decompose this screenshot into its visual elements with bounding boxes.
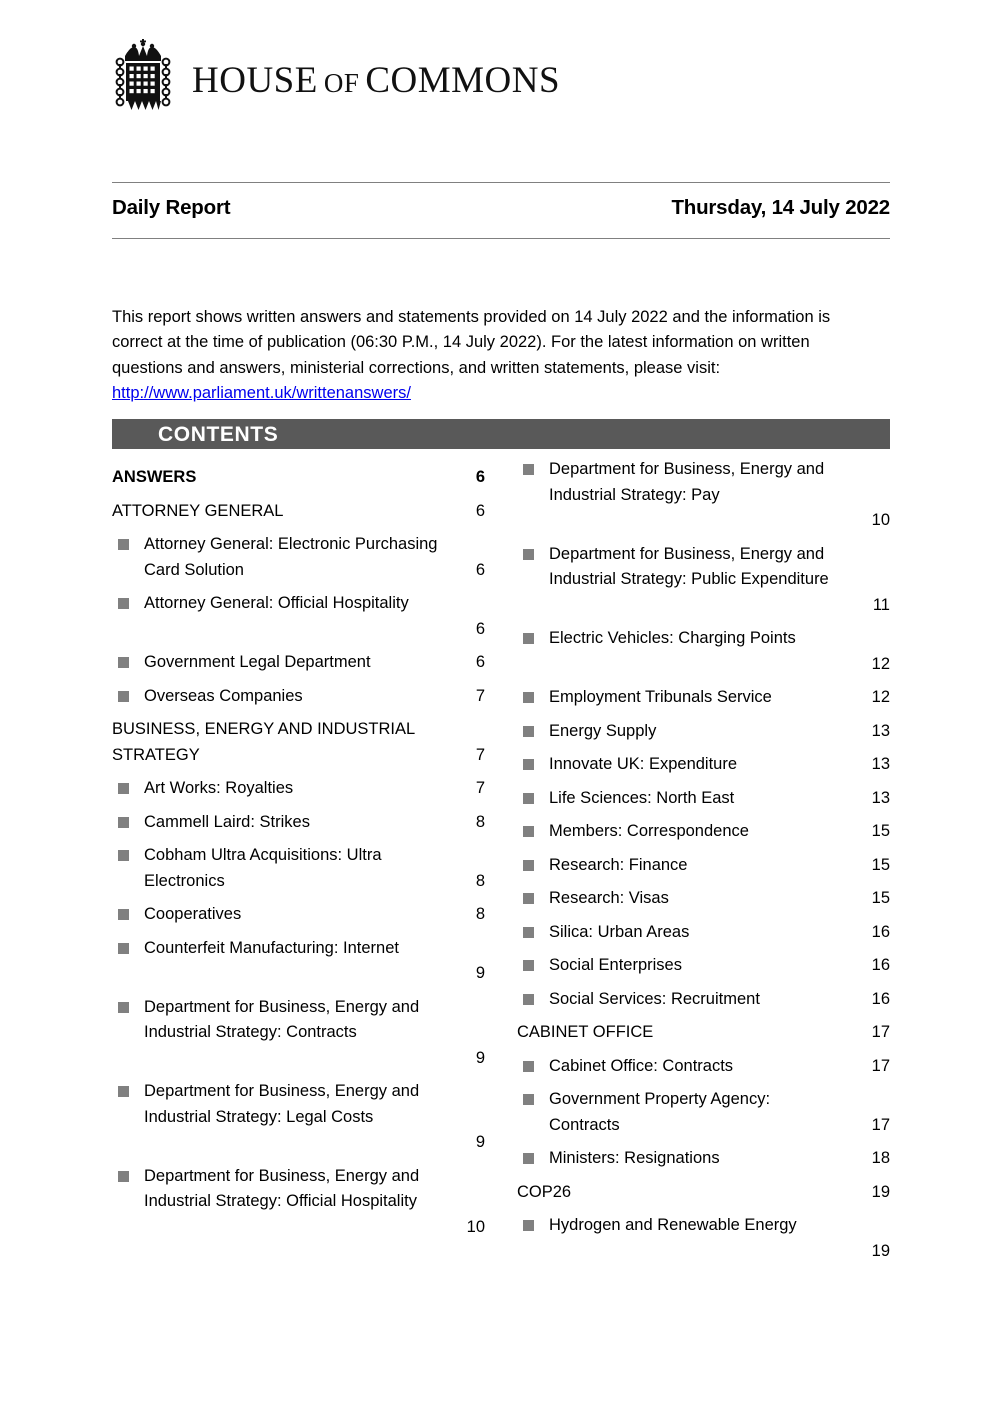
toc-page-number: 16 [871, 989, 890, 1008]
report-header [112, 196, 890, 220]
toc-bullet-cell [517, 457, 549, 475]
toc-entry-label: Cammell Laird: Strikes [144, 812, 310, 831]
toc-bullet-cell [112, 1164, 144, 1182]
toc-entry-label: Life Sciences: North East [549, 788, 735, 807]
toc-bullet-cell [517, 1213, 549, 1231]
contents-header-bar [112, 419, 890, 449]
toc-page-number: 13 [871, 755, 890, 773]
toc-department-heading[interactable] [517, 1020, 890, 1046]
toc-entry-label: Department for Business, Energy and Industrial Strategy: Contracts [144, 997, 420, 1041]
toc-entry[interactable] [517, 786, 890, 812]
toc-entry-label: Government Legal Department [144, 653, 371, 671]
square-bullet-icon [118, 657, 129, 668]
toc-page-number: 13 [871, 788, 890, 807]
toc-bullet-cell [112, 1079, 144, 1097]
toc-entry-label: ANSWERS [112, 468, 197, 486]
masthead [112, 36, 560, 124]
toc-bullet-cell [517, 685, 549, 703]
toc-page-number: 8 [475, 812, 485, 831]
toc-entry-label: Department for Business, Energy and Industrial Strategy: Official Hospitality [144, 1166, 420, 1210]
toc-bullet-cell [112, 936, 144, 954]
toc-bullet-cell [517, 719, 549, 737]
toc-column-left [112, 457, 485, 1272]
toc-bullet-cell [112, 532, 144, 550]
toc-page-number: 16 [871, 956, 890, 974]
toc-page-number: 12 [871, 654, 890, 673]
toc-bullet-cell [517, 987, 549, 1005]
table-of-contents [112, 457, 890, 1272]
toc-page-number: 12 [871, 688, 890, 706]
toc-entry[interactable] [112, 591, 485, 642]
square-bullet-icon [118, 943, 129, 954]
toc-entry-label: Overseas Companies [144, 686, 303, 705]
toc-entry[interactable] [517, 920, 890, 946]
square-bullet-icon [523, 633, 534, 644]
toc-page-number: 15 [871, 855, 890, 874]
toc-page-number: 17 [871, 1023, 890, 1041]
toc-entry-label: BUSINESS, ENERGY AND INDUSTRIAL STRATEGY [112, 720, 415, 764]
toc-entry[interactable] [517, 685, 890, 711]
toc-page-number: 17 [871, 1115, 890, 1134]
toc-bullet-cell [517, 752, 549, 770]
toc-bullet-cell [517, 853, 549, 871]
toc-bullet-cell [517, 819, 549, 837]
toc-page-number: 6 [475, 619, 485, 638]
square-bullet-icon [118, 598, 129, 609]
page-title: Daily Report [112, 196, 231, 219]
toc-entry-label: Electric Vehicles: Charging Points [549, 629, 796, 647]
toc-entry-label: Government Property Agency: Contracts [549, 1090, 771, 1134]
toc-entry[interactable] [112, 650, 485, 676]
toc-bullet-cell [517, 886, 549, 904]
toc-page-number: 9 [475, 1048, 485, 1067]
toc-entry-label: Attorney General: Official Hospitality [144, 594, 409, 612]
square-bullet-icon [523, 826, 534, 837]
toc-bullet-cell [517, 1054, 549, 1072]
toc-entry-label: Cooperatives [144, 905, 242, 923]
square-bullet-icon [523, 927, 534, 938]
toc-bullet-cell [517, 786, 549, 804]
square-bullet-icon [523, 1061, 534, 1072]
toc-page-number: 13 [871, 721, 890, 740]
written-answers-link[interactable]: http://www.parliament.uk/writtenanswers/ [112, 384, 411, 402]
toc-page-number: 7 [475, 779, 485, 797]
toc-bullet-cell [112, 995, 144, 1013]
masthead-title [192, 59, 561, 101]
toc-entry[interactable] [112, 532, 485, 583]
toc-bullet-cell [112, 591, 144, 609]
toc-entry[interactable] [112, 1079, 485, 1156]
square-bullet-icon [118, 817, 129, 828]
toc-entry[interactable] [517, 853, 890, 879]
toc-page-number: 19 [871, 1182, 890, 1201]
toc-page-number: 8 [475, 871, 485, 890]
masthead-title-house: HOUSE [192, 59, 318, 101]
toc-bullet-cell [517, 626, 549, 644]
square-bullet-icon [523, 960, 534, 971]
toc-entry-label: Cobham Ultra Acquisitions: Ultra Electronics [144, 846, 382, 890]
toc-entry[interactable] [112, 995, 485, 1072]
square-bullet-icon [118, 539, 129, 550]
square-bullet-icon [118, 1171, 129, 1182]
toc-page-number: 11 [872, 595, 890, 614]
toc-entry-label: Research: Visas [549, 889, 669, 907]
toc-page-number: 18 [871, 1149, 890, 1167]
toc-entry-label: Employment Tribunals Service [549, 688, 772, 706]
toc-entry[interactable] [112, 936, 485, 987]
toc-entry[interactable] [112, 776, 485, 802]
divider-bottom [112, 238, 890, 239]
toc-bullet-cell [517, 542, 549, 560]
toc-entry-label: Ministers: Resignations [549, 1149, 720, 1167]
toc-entry-label: Department for Business, Energy and Industrial Strategy: Public Expenditure [549, 544, 829, 588]
toc-entry[interactable] [112, 684, 485, 710]
square-bullet-icon [523, 549, 534, 560]
toc-entry-label: Social Services: Recruitment [549, 989, 760, 1008]
toc-page-number: 9 [475, 964, 485, 982]
toc-entry-label: Energy Supply [549, 721, 657, 740]
toc-page-number: 9 [475, 1133, 485, 1151]
toc-page-number: 6 [475, 468, 485, 486]
square-bullet-icon [523, 860, 534, 871]
square-bullet-icon [523, 893, 534, 904]
intro-text: This report shows written answers and statements provided on 14 July 2022 and the information is correct at the time of publication (06:30 P.M., 14 July 2022). For the latest information on written questions and answers, ministerial corrections, and written statements, please visit: [112, 307, 831, 377]
square-bullet-icon [523, 1153, 534, 1164]
square-bullet-icon [118, 1086, 129, 1097]
toc-entry-label: Innovate UK: Expenditure [549, 755, 738, 773]
toc-page-number: 10 [466, 1217, 485, 1236]
toc-entry-label: CABINET OFFICE [517, 1023, 654, 1041]
toc-page-number: 10 [871, 511, 890, 529]
square-bullet-icon [523, 692, 534, 703]
toc-bullet-cell [517, 920, 549, 938]
toc-entry-label: Hydrogen and Renewable Energy [549, 1216, 797, 1234]
toc-entry-label: Department for Business, Energy and Industrial Strategy: Legal Costs [144, 1082, 420, 1126]
toc-entry-label: Members: Correspondence [549, 822, 749, 840]
toc-entry[interactable] [112, 902, 485, 928]
intro-paragraph [112, 305, 882, 407]
toc-entry-label: ATTORNEY GENERAL [112, 501, 284, 520]
toc-entry-label: Department for Business, Energy and Industrial Strategy: Pay [549, 460, 825, 504]
contents-heading: CONTENTS [158, 423, 279, 446]
toc-section-heading[interactable] [112, 465, 485, 491]
toc-page-number: 15 [871, 822, 890, 840]
toc-entry[interactable] [517, 886, 890, 912]
toc-entry[interactable] [517, 626, 890, 677]
toc-department-heading[interactable] [517, 1180, 890, 1206]
toc-page-number: 8 [475, 905, 485, 923]
toc-bullet-cell [112, 902, 144, 920]
toc-bullet-cell [112, 650, 144, 668]
square-bullet-icon [118, 909, 129, 920]
square-bullet-icon [523, 464, 534, 475]
toc-page-number: 7 [475, 686, 485, 705]
toc-entry[interactable] [517, 542, 890, 619]
toc-entry[interactable] [517, 1054, 890, 1080]
masthead-title-commons: COMMONS [365, 59, 561, 101]
toc-page-number: 7 [475, 745, 485, 764]
toc-entry[interactable] [517, 1087, 890, 1138]
square-bullet-icon [118, 783, 129, 794]
toc-bullet-cell [112, 684, 144, 702]
toc-entry[interactable] [517, 1146, 890, 1172]
toc-entry[interactable] [517, 1213, 890, 1264]
toc-page-number: 6 [475, 653, 485, 671]
toc-entry[interactable] [517, 987, 890, 1013]
toc-entry-label: Silica: Urban Areas [549, 922, 690, 941]
square-bullet-icon [523, 726, 534, 737]
toc-page-number: 6 [475, 560, 485, 579]
toc-page-number: 17 [871, 1056, 890, 1075]
toc-bullet-cell [517, 953, 549, 971]
square-bullet-icon [118, 691, 129, 702]
toc-entry-label: Counterfeit Manufacturing: Internet [144, 938, 399, 957]
toc-entry[interactable] [517, 719, 890, 745]
masthead-title-of: OF [323, 67, 360, 98]
toc-entry[interactable] [112, 843, 485, 894]
toc-bullet-cell [517, 1087, 549, 1105]
portcullis-crown-icon [112, 36, 174, 124]
toc-entry-label: Social Enterprises [549, 956, 682, 974]
toc-entry[interactable] [112, 810, 485, 836]
toc-entry[interactable] [517, 819, 890, 845]
toc-page-number: 16 [871, 922, 890, 941]
divider-top [112, 182, 890, 183]
toc-entry-label: COP26 [517, 1182, 572, 1201]
toc-page-number: 19 [871, 1241, 890, 1260]
toc-department-heading[interactable] [112, 717, 485, 768]
toc-entry-label: Cabinet Office: Contracts [549, 1056, 734, 1075]
toc-bullet-cell [517, 1146, 549, 1164]
square-bullet-icon [523, 793, 534, 804]
report-date: Thursday, 14 July 2022 [671, 196, 890, 219]
square-bullet-icon [118, 850, 129, 861]
toc-page-number: 6 [475, 501, 485, 520]
toc-page-number: 15 [871, 889, 890, 907]
toc-department-heading[interactable] [112, 499, 485, 525]
square-bullet-icon [118, 1002, 129, 1013]
toc-entry-label: Research: Finance [549, 855, 688, 874]
toc-entry-label: Attorney General: Electronic Purchasing Card Solution [144, 535, 438, 579]
toc-entry[interactable] [517, 752, 890, 778]
toc-column-right [517, 457, 890, 1272]
square-bullet-icon [523, 1094, 534, 1105]
toc-entry[interactable] [517, 457, 890, 534]
toc-bullet-cell [112, 776, 144, 794]
toc-entry-label: Art Works: Royalties [144, 779, 294, 797]
square-bullet-icon [523, 759, 534, 770]
toc-bullet-cell [112, 810, 144, 828]
square-bullet-icon [523, 994, 534, 1005]
toc-entry[interactable] [517, 953, 890, 979]
toc-entry[interactable] [112, 1164, 485, 1241]
toc-bullet-cell [112, 843, 144, 861]
square-bullet-icon [523, 1220, 534, 1231]
